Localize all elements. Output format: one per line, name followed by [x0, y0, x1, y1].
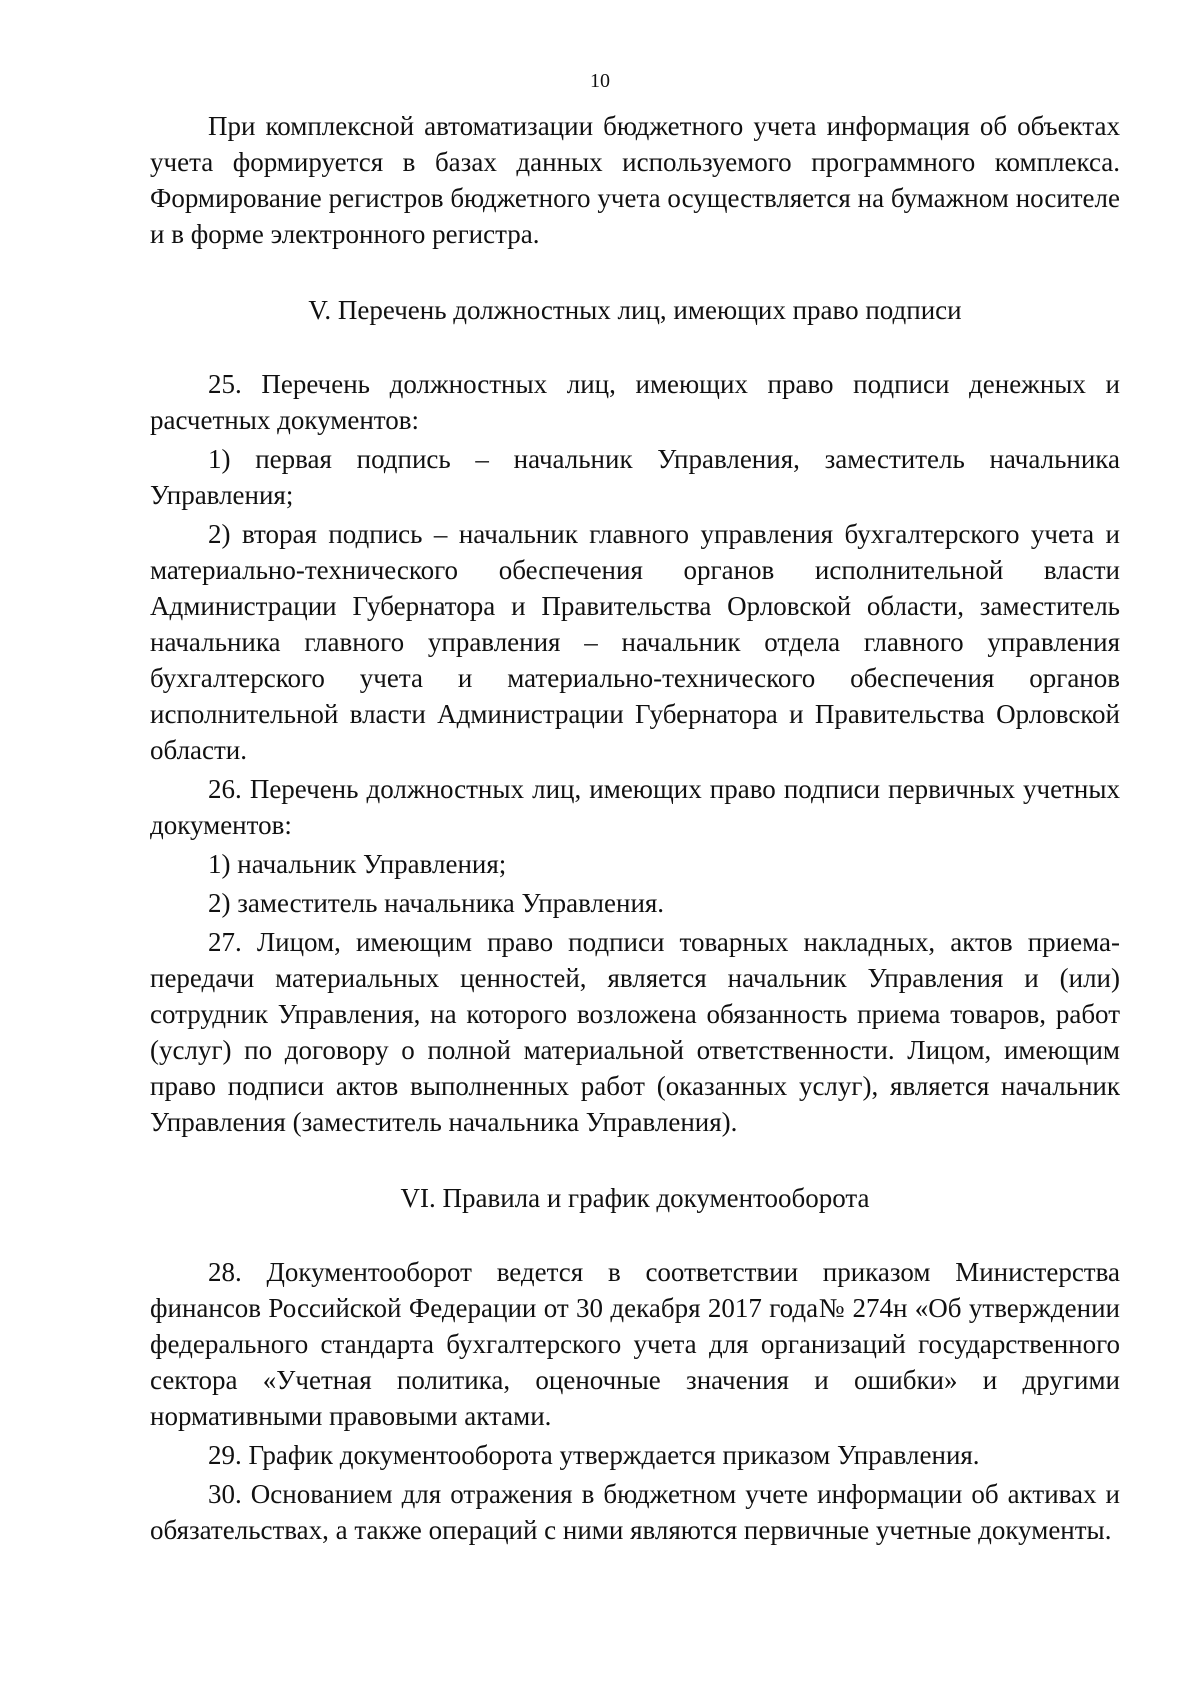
paragraph-26-item-2: 2) заместитель начальника Управления.: [208, 888, 665, 918]
paragraph-25: 25. Перечень должностных лиц, имеющих право подписи денежных и расчетных документов:: [150, 369, 1120, 435]
paragraph-25-item-1: 1) первая подпись – начальник Управления, заместитель начальника Управления;: [150, 444, 1120, 510]
paragraph-25-item-2: 2) вторая подпись – начальник главного управления бухгалтерского учета и материально-технического обеспечения органов исполнительной власти Администрации Губернатора и Правительства Орловской области, заместитель начальника главного управления – начальник отдела главного управления бухгалтерского учета и материально-технического обеспечения органов исполнительной власти Администрации Губернатора и Правительства Орловской области.: [150, 519, 1120, 765]
paragraph-29: 29. График документооборота утверждается приказом Управления.: [208, 1440, 980, 1470]
paragraph-28: 28. Документооборот ведется в соответствии приказом Министерства финансов Российской Федерации от 30 декабря 2017 года№ 274н «Об утверждении федерального стандарта бухгалтерского учета для организаций государственного сектора «Учетная политика, оценочные значения и ошибки» и другими нормативными правовыми актами.: [150, 1257, 1120, 1431]
paragraph-27: 27. Лицом, имеющим право подписи товарных накладных, актов приема-передачи материальных ценностей, является начальник Управления и (или) сотрудник Управления, на которого возложена обязанность приема товаров, работ (услуг) по договору о полной материальной ответственности. Лицом, имеющим право подписи актов выполненных работ (оказанных услуг), является начальник Управления (заместитель начальника Управления).: [150, 927, 1120, 1137]
page-number: 10: [590, 70, 610, 92]
paragraph-26-item-1: 1) начальник Управления;: [208, 849, 507, 879]
section-heading-signatories: V. Перечень должностных лиц, имеющих право подписи: [308, 295, 962, 325]
section-heading-document-flow: VI. Правила и график документооборота: [400, 1183, 870, 1213]
paragraph-26: 26. Перечень должностных лиц, имеющих право подписи первичных учетных документов:: [150, 774, 1120, 840]
intro-paragraph: При комплексной автоматизации бюджетного учета информация об объектах учета формируется в базах данных используемого программного комплекса. Формирование регистров бюджетного учета осуществляется на бумажном носителе и в форме электронного регистра.: [150, 111, 1120, 249]
document-body: [150, 108, 1120, 1551]
paragraph-30: 30. Основанием для отражения в бюджетном учете информации об активах и обязательствах, а также операций с ними являются первичные учетные документы.: [150, 1479, 1120, 1545]
